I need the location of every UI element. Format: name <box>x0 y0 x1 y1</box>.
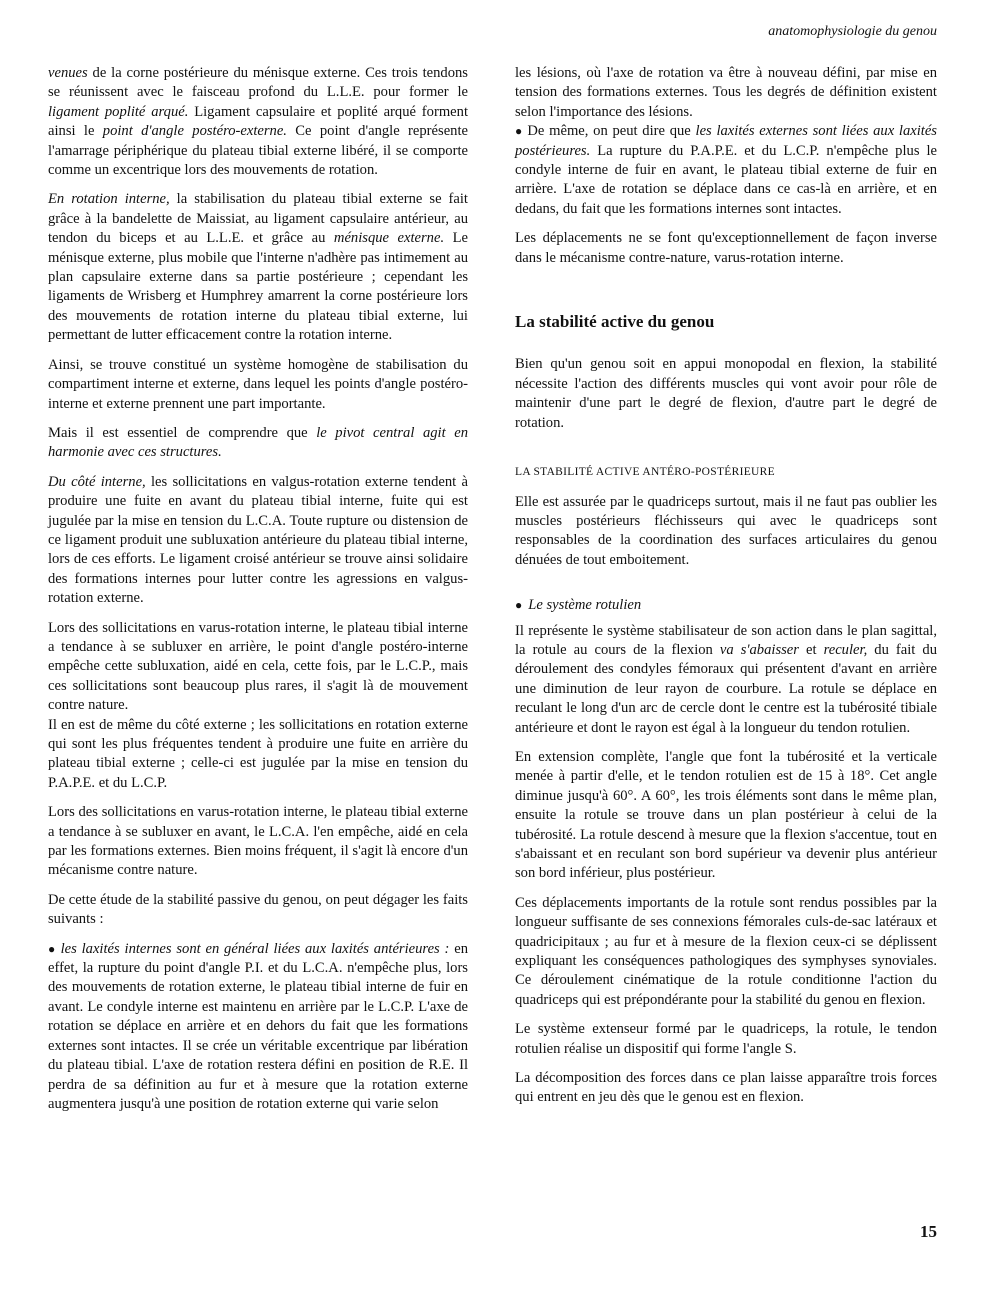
bullet-icon: ● <box>515 598 523 613</box>
text-run: Mais il est essentiel de comprendre que <box>48 424 317 441</box>
paragraph <box>48 940 468 1115</box>
text-run: En extension complète, l'angle que font la tubérosité et la verticale menée à partir d'elle, et le tendon rotulien est de 15 à 18°. Cet angle diminue jusqu'à 60°. A 60°, les trois éléments sont dans le même plan, ensuite la rotule se trouve dans un plan postérieur à celui de la tubérosité. La rotule descend à mesure que la flexion s'accentue, tout en s'abaissant et en reculant son bord supérieur va devenir plus antérieur son bord inférieur, plus postérieur. <box>515 748 937 882</box>
bullet-icon: ● <box>48 941 61 956</box>
paragraph <box>48 356 468 414</box>
text-run: les laxités internes sont en général liées aux laxités antérieures : <box>60 940 450 957</box>
page-number: 15 <box>920 1222 937 1241</box>
subsection-heading: LA STABILITÉ ACTIVE ANTÉRO-POSTÉRIEURE <box>515 466 775 479</box>
text-run: les lésions, où l'axe de rotation va être à nouveau défini, par mise en tension des formations externes. Tous les degrés de définition existent selon l'importance des lésions. <box>515 65 937 120</box>
text-run: les sollicitations en valgus-rotation externe tendent à produire une fuite en avant du plateau tibial interne, fuite qui est jugulée par la mise en tension du L.C.A. Toute rupture ou distension de ce ligament produit une subluxation antérieure du plateau tibial interne, lors de ces efforts. Le ligament croisé antérieur se trouve ainsi solidaire des formations internes pour lutter contre les agressions en valgus-rotation externe. <box>48 473 468 607</box>
text-run: De même, on peut dire que <box>527 123 696 140</box>
text-run: la stabilisation du plateau tibial externe se fait grâce à la bandelette de Maissiat, au ligament capsulaire antérieur, au tendon du biceps et au L.L.E. et grâce au <box>48 191 468 247</box>
left-column <box>48 64 468 1124</box>
paragraph <box>48 473 468 609</box>
paragraph <box>515 355 937 433</box>
text-run: Ces déplacements importants de la rotule sont rendus possibles par la longueur suffisante de ses connexions fémorales culs-de-sac latéraux et quadricipitaux ; au fur et à mesure de la flexion ceux-ci se déplissent expliquant les conséquences pathologiques des symphyses synoviales. Ce déroulement cinématique de la rotule conditionne l'action du quadriceps qui est prépondérante pour la stabilité du genou en flexion. <box>515 894 937 1008</box>
text-run: Le ménisque externe, plus mobile que l'interne n'adhère pas intimement au plan capsulaire externe dans sa partie postérieure ; cependant les ligaments de Wrisberg et Humphrey amarrent la corne postérieure lors des mouvements de rotation interne du plateau tibial externe, lui permettant de lutter efficacement contre la rotation interne. <box>48 230 468 344</box>
text-run: Il en est de même du côté externe ; les sollicitations en rotation externe qui sont les plus fréquentes tendent à produire une fuite en arrière du plateau tibial externe ; celle-ci est jugulée par la mise en tension du P.A.P.E. et du L.C.P. <box>48 716 468 791</box>
text-run: La rupture du P.A.P.E. et du L.C.P. n'empêche plus le condyle interne de fuir en avant, le plateau tibial externe de fuir en arrière. L'axe de rotation se déplace dans ce cas-là en arrière, et en dedans, du fait que les formations internes sont intactes. <box>515 142 937 217</box>
text-run: le pivot central agit en harmonie avec ces structures. <box>48 424 468 461</box>
text-run: Lors des sollicitations en varus-rotation interne, le plateau tibial externe a tendance à se subluxer en avant, le L.C.A. l'en empêche, aidé en cela par les formations externes. Bien moins fréquent, il s'agit là encore d'un mécanisme contre nature. <box>48 804 468 879</box>
text-run: les laxités externes sont liées aux laxités postérieures. <box>515 123 937 159</box>
bullet-heading-text: Le système rotulien <box>528 597 642 614</box>
paragraph <box>48 424 468 463</box>
paragraph <box>48 190 468 345</box>
paragraph <box>515 622 937 738</box>
bullet-heading <box>515 596 937 615</box>
paragraph <box>515 1069 937 1108</box>
text-run: Il représente le système stabilisateur de son action dans le plan sagittal, la rotule au cours de la flexion <box>515 622 937 658</box>
text-run: va s'abaisser <box>719 641 799 658</box>
paragraph <box>515 894 937 1010</box>
running-head: anatomophysiologie du genou <box>768 24 937 39</box>
text-run: de la corne postérieure du ménisque externe. Ces trois tendons se réunissent avec le faisceau profond du L.L.E. pour former le <box>48 65 468 101</box>
text-run: Lors des sollicitations en varus-rotation interne, le plateau tibial interne a tendance à se subluxer en arrière, le point d'angle postéro-interne empêche cette subluxation, aidé en cela, cette fois, par le L.C.P., mais ces sollicitations sont beaucoup plus rares, il s'agit là de mouvement contre nature. <box>48 619 468 714</box>
section-title: La stabilité active du genou <box>515 312 715 332</box>
text-run: venues <box>48 65 88 81</box>
text-run: Du côté interne, <box>48 473 146 490</box>
text-run: Les déplacements ne se font qu'exceptionnellement de façon inverse dans le mécanisme contre-nature, varus-rotation interne. <box>515 230 937 266</box>
text-run: ménisque externe. <box>333 230 445 247</box>
text-run: et <box>798 641 824 658</box>
text-run: Bien qu'un genou soit en appui monopodal en flexion, la stabilité nécessite l'action des différents muscles qui vont avoir pour rôle de maintenir d'une part le degré de flexion, d'autre part le degré de rotation. <box>515 356 937 431</box>
text-run: De cette étude de la stabilité passive du genou, on peut dégager les faits suivants : <box>48 891 468 928</box>
paragraph <box>515 748 937 884</box>
bullet-icon: ● <box>515 124 528 139</box>
paragraph <box>515 122 937 219</box>
right-column <box>515 64 937 1118</box>
paragraph <box>48 716 468 794</box>
paragraph <box>515 64 937 122</box>
text-run: ligament poplité arqué. <box>48 103 189 120</box>
paragraph <box>48 619 468 716</box>
text-run: reculer, <box>823 641 868 658</box>
paragraph <box>515 229 937 268</box>
text-run: en effet, la rupture du point d'angle P.I. et du L.C.A. n'empêche plus, lors des mouvements de rotation externe, le plateau tibial interne de fuir en avant. Le condyle interne est maintenu en arrière par le L.C.P. L'axe de rotation se déplace en arrière et en dehors du fait que les formations externes sont intactes. Il se crée un véritable excentrique par libération du plateau tibial. L'axe de rotation restera défini en position de R.E. Il perdra de sa définition au fur et à mesure que la rotation externe augmentera jusqu'à une position de rotation externe qui varie selon <box>48 940 468 1112</box>
paragraph <box>48 891 468 930</box>
text-run: du fait du déroulement des condyles fémoraux qui présentent d'avant en arrière une diminution de leur rayon de courbure. La rotule se déplace en reculant le long d'un arc de cercle dont le centre est la tubérosité tibiale antérieure et dont le rayon est égal à la longueur du tendon rotulien. <box>515 641 937 736</box>
text-run: En rotation interne, <box>48 191 170 208</box>
text-run: La décomposition des forces dans ce plan laisse apparaître trois forces qui entrent en jeu dès que le genou est en flexion. <box>515 1070 937 1106</box>
paragraph <box>515 1020 937 1059</box>
paragraph <box>515 493 937 571</box>
paragraph <box>48 803 468 881</box>
text-run: point d'angle postéro-externe. <box>102 123 287 140</box>
text-run: Elle est assurée par le quadriceps surtout, mais il ne faut pas oublier les muscles postérieurs fléchisseurs qui avec le quadriceps sont responsables de la coordination des surfaces articulaires du genou dénuées de tout emboitement. <box>515 493 937 568</box>
text-run: Ligament capsulaire et poplité arqué forment ainsi le <box>48 103 468 140</box>
text-run: Ainsi, se trouve constitué un système homogène de stabilisation du compartiment interne et externe, dans lequel les points d'angle postéro-interne et externe prennent une part importante. <box>48 356 468 412</box>
text-run: Ce point d'angle représente l'amarrage périphérique du plateau tibial externe libéré, il se comporte comme un excentrique lors des mouvements de rotation. <box>48 123 468 179</box>
text-run: Le système extenseur formé par le quadriceps, la rotule, le tendon rotulien réalise un dispositif qui forme l'angle S. <box>515 1021 937 1057</box>
paragraph <box>48 64 468 180</box>
